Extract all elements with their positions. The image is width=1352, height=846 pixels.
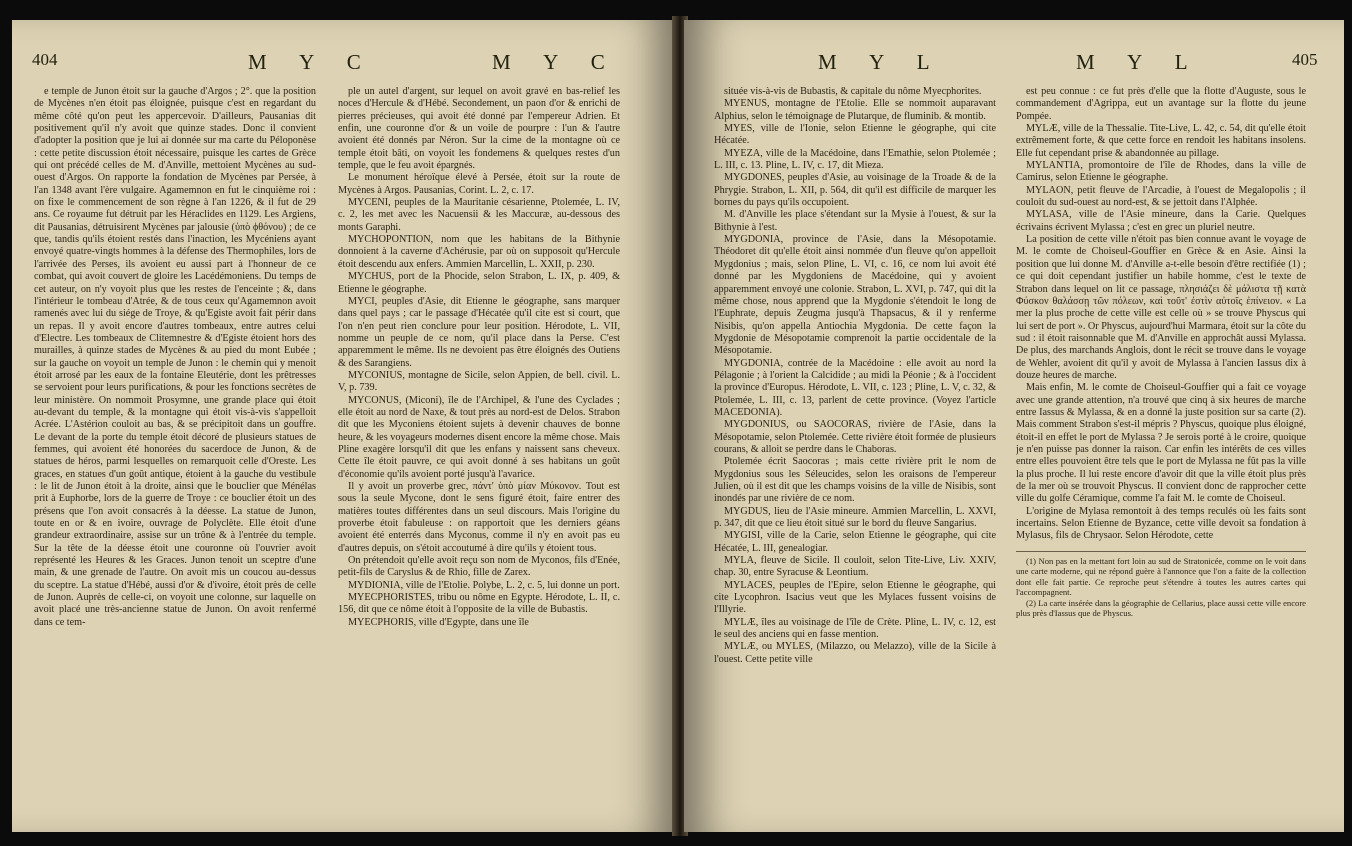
open-book [8,6,1346,840]
paragraph: MYLÆ, îles au voisinage de l'île de Crète. Pline, L. IV, c. 12, est le seul des anciens qui en fasse mention. [714,616,996,641]
paragraph: MYLASA, ville de l'Asie mineure, dans la Carie. Quelques écrivains écrivent Mylassa ; c'est en grec un pluriel neutre. [1016,209,1306,233]
paragraph: MYES, ville de l'Ionie, selon Etienne le géographe, qui cite Hécatée. [714,123,996,147]
paragraph: (1) Non pas en la mettant fort loin au sud de Stratonicée, comme on le voit dans une carte moderne, qui ne répond guère à l'annonce que l'on a faite de la collection dont elle fait partie. Ce reproche peut s'étendre à toutes les autres cartes qui l'accompagnent. [1016,555,1306,598]
paragraph: e temple de Junon étoit sur la gauche d'Argos ; 2°. que la position de Mycènes n'en étoit pas éloignée, puisque c'est en regardant du même côté qu'on peut les appercevoir. D'ailleurs, Pausanias dit positivement qu'il n'y avoit que quinze stades. Donc il convient d'adopter la position que je lui ai donnée sur ma carte du Péloponèse : cette petite discussion étoit nécessaire, puisque les cartes de Grèce qui ont précédé celles de M. d'Anville, mettoient Mycènes au sud-ouest d'Argos. On rapporte la fondation de Mycènes par Persée, à l'an 1348 avant l'ère vulgaire. Agamemnon en fut le cinquième roi : on fixe le commencement de son règne à l'an 1226, & il fut de 29 ans. Ce royaume fut détruit par les Héraclides en 1129. Les Argiens, dit Pausanias, détruisirent Mycènes par jalousie (ὑπὸ ϕθόνου) ; de ce que, tandis qu'ils étoient restés dans l'inaction, les Mycéniens ayant envoyé quatre-vingts hommes à la défense des Thermophiles, lors de l'arrivée des Perses, ils avoient eu aussi part à l'honneur de ce combat, qui avoit couvert de gloire les Lacédémoniens. Du temps de cet auteur, on n'y voyoit plus que les restes de l'enceinte ; &, dans l'intérieur le tombeau d'Atrée, & de tous ceux qu'Agamemnon avoit ramenés avec lui du siége de Troye, & qu'Egiste avoit fait périr dans un repas. Il y avoit encore d'autres tombeaux, entre autres celui d'Electre. Les tombeaux de Clitemnestre & d'Egiste étoient hors des murailles, à quinze stades de Mycènes & au pied du mont Eubée ; sur la gauche on voyoit un temple de Junon : le chemin qui y menoit étoit arrosé par les eaux de la fontaine Eleutérie, dont les prêtresses se servoient pour leurs purifications, & pour les fonctions secrètes de leur ministère. On nommoit Prosymne, une grande place qui étoit au-devant du temple, & la montagne qui étoit vis-à-vis s'appelloit Acrée. L'Astérion couloit au bas, & se précipitoit dans un gouffre. Le devant de la porte du temple étoit décoré de plusieurs statues de femmes, qui avoient été honorées du sacerdoce de Junon, & de statues de héros, parmi lesquelles on remarquoit celle d'Oreste. Les graces, en statues d'un goût antique, étoient à la gauche du vestibule : le lit de Junon étoit à la droite, ainsi que le bouclier que Ménélas prit à Euphorbe, lors de la guerre de Troye : ce bouclier étoit un des présens que l'on avoit consacrés à la déesse. La statue de Junon, toute en or & en ivoire, ouvrage de Polyclète. Elle étoit d'une grandeur extraordinaire, assise sur un trône & à l'entrée du temple. Sur la tête de la déesse étoit une couronne où l'ouvrier avoit représenté les Heures & les Graces. Junon tenoit un sceptre d'une main, & une grenade de l'autre. On avoit mis un coucou au-dessus du sceptre. La statue d'Hébé, aussi d'or & d'ivoire, étoit près de celle de Junon. Auprès de celle-ci, on voyoit une colonne, sur laquelle on avoit placé une très-ancienne statue de Junon. On avoit renfermé dans ce tem- [34,86,316,628]
paragraph: est peu connue : ce fut près d'elle que la flotte d'Auguste, sous le commandement d'Agrippa, eut un avantage sur la flotte du jeune Pompée. [1016,86,1306,122]
paragraph: MYCONUS, (Miconi), île de l'Archipel, & l'une des Cyclades ; elle étoit au nord de Naxe, & tout près au nord-est de Delos. Strabon dit que les Myconiens étoient sujets à devenir chauves de bonne heure, & les voyageurs modernes disent encore la même chose. Mais Pline exagère lorsqu'il dit que les enfans y naissent sans cheveux. Cette île étoit pauvre, ce qui avoit donné à ses habitans un goût d'économie qu'ils avoient porté jusqu'à l'avarice. [338,394,620,480]
paragraph: M. d'Anville les place s'étendant sur la Mysie à l'ouest, & sur la Bithynie à l'est. [714,209,996,233]
paragraph: Mais enfin, M. le comte de Choiseul-Gouffier qui a fait ce voyage avec une grande attention, n'a trouvé que cinq à six heures de marche entre Iassus & Mylassa, & en a donné la juste position sur sa carte (2). Mais comment Strabon s'est-il mépris ? Physcus, quoique plus éloigné, étoit-il en effet le port de Mylassa ? Je serois porté à le croire, quoique je n'en puisse pas donner la raison. Car enfin les intérêts de ces villes entre elles pouvoient être tels que le port de Mylassa ne fût pas la ville la plus proche. Il lui reste encore d'avoir dit que la ville étoit plus près de la mer où se trouvoit Physcus. Il convient donc de rapprocher cette ville du golfe Céramique, comme l'a fait M. le comte de Choiseul. [1016,382,1306,505]
paragraph: MYGDONES, peuples d'Asie, au voisinage de la Troade & de la Phrygie. Strabon, L. XII, p. 564, dit qu'il est difficile de marquer les bornes du pays qu'ils occupoient. [714,172,996,209]
paragraph: MYGDONIA, province de l'Asie, dans la Mésopotamie. Théodoret dit qu'elle étoit ainsi nommée d'un fleuve qu'on appelloit Mygdonius ; mais, selon Pline, L. VI, c. 16, ce nom lui avoit été donné par les Mygdoniens de Macédoine, qui y avoient apparemment envoyé une colonie. Strabon, L. XVI, p. 747, qui dit la même chose, nous apprend que la Mygdonie s'étendoit le long de l'Euphrate, depuis Zeugma jusqu'à Thapsacus, & il y renferme Nisibis, qu'on appella Antiochia Mygdonia. De cette façon la Mygdonie de Mésopotamie comprenoit la partie occidentale de la Mésopotamie. [714,234,996,357]
paragraph: MYLÆ, ou MYLES, (Milazzo, ou Melazzo), ville de la Sicile à l'ouest. Cette petite ville [714,641,996,665]
paragraph: MYLACES, peuples de l'Epire, selon Etienne le géographe, qui cite Lycophron. Isacius veut que les Mylaces fussent voisins de l'Illyrie. [714,579,996,616]
paragraph: MYCONIUS, montagne de Sicile, selon Appien, de bell. civil. L. V, p. 739. [338,369,620,394]
right-column-b [1016,86,1306,826]
paragraph: située vis-à-vis de Bubastis, & capitale du nôme Myecphorites. [724,86,982,97]
paragraph: MYLAON, petit fleuve de l'Arcadie, à l'ouest de Megalopolis ; il couloit du sud-ouest au nord-est, & se jettoit dans l'Alphée. [1016,184,1306,209]
paragraph: MYEZA, ville de la Macédoine, dans l'Emathie, selon Ptolemée ; L. III, c. 13. Pline, L. IV, c. 17, dit Mieza. [714,147,996,172]
page-number-right: 405 [1292,50,1318,69]
footnotes [1016,551,1306,619]
paragraph: MYDIONIA, ville de l'Etolie. Polybe, L. 2, c. 5, lui donne un port. [348,579,620,591]
paragraph: MYLANTIA, promontoire de l'île de Rhodes, dans la ville de Camirus, selon Etienne le géographe. [1016,160,1306,184]
page-number-left: 404 [32,50,58,69]
running-head-left-1: M Y C [248,50,375,74]
left-column-b [338,86,620,826]
paragraph: ple un autel d'argent, sur lequel on avoit gravé en bas-relief les noces d'Hercule & d'Hébé. Secondement, un paon d'or & enrichi de pierres précieuses, qui avoit été donné par l'empereur Adrien. Et enfin, une couronne d'or & un voile de pourpre : l'un & l'autre avoient été donnés par Néron. Sur la cime de la montagne où ce temple étoit bâti, on voyoit les fondemens & quelques restes d'un temple, que le feu avoit épargnés. [338,86,620,172]
paragraph: L'origine de Mylasa remontoit à des temps reculés où les faits sont incertains. Selon Etienne de Byzance, cette ville devoit sa fondation à Mylasus, fils de Chrysaor. Selon Hérodote, cette [1016,505,1306,542]
paragraph: MYGISI, ville de la Carie, selon Etienne le géographe, qui cite Hécatée, L. III, genealogiar. [714,530,996,554]
right-column-a [714,86,996,826]
paragraph: MYCHUS, port de la Phocide, selon Strabon, L. IX, p. 409, & Etienne le géographe. [338,271,620,295]
paragraph: Ptolemée écrit Saocoras ; mais cette rivière prit le nom de Mygdonius sous les Séleucides, selon les oraisons de l'empereur Julien, où il est dit que les champs voisins de la ville de Nisibis, sont inondés par une rivière de ce nom. [714,456,996,505]
running-head-left-2: M Y C [492,50,619,74]
paragraph: MYLA, fleuve de Sicile. Il couloit, selon Tite-Live, Liv. XXIV, chap. 30, entre Syracuse & Leontium. [714,555,996,579]
paragraph: Le monument héroïque élevé à Persée, étoit sur la route de Mycènes à Argos. Pausanias, Corint. L. 2, c. 17. [338,172,620,196]
paragraph: (2) La carte insérée dans la géographie de Cellarius, place aussi cette ville encore plus près d'Iassus que de Physcus. [1016,597,1306,619]
left-column-a [34,86,316,826]
paragraph: MYECPHORISTES, tribu ou nôme en Egypte. Hérodote, L. II, c. 156, dit que ce nôme étoit à l'opposite de la ville de Bubastis. [338,592,620,616]
paragraph: MYECPHORIS, ville d'Egypte, dans une île [348,616,529,628]
paragraph: MYCHOPONTION, nom que les habitans de la Bithynie donnoient à la caverne d'Achérusie, par où on supposoit qu'Hercule étoit descendu aux enfers. Ammien Marcellin, L. XXII, p. 230. [338,234,620,270]
paragraph: MYGDONIUS, ou SAOCORAS, rivière de l'Asie, dans la Mésopotamie, selon Ptolemée. Cette rivière étoit formée de plusieurs courans, & alloit se perdre dans le Chaboras. [714,419,996,455]
paragraph: MYLÆ, ville de la Thessalie. Tite-Live, L. 42, c. 54, dit qu'elle étoit extrêmement forte, & que cette force en rendoit les habitans insolens. Elle fut cependant prise & abandonnée au pillage. [1016,123,1306,159]
paragraph: MYGDONIA, contrée de la Macédoine : elle avoit au nord la Pélagonie ; à l'orient la Calcidide ; au midi la Péonie ; & à l'occident la province d'Europus. Hérodote, L. VII, c. 123 ; Pline, L. V, c. 32, & Ptolemée, L. III, c. 13, parlent de cette province. (Voyez l'article MACEDONIA). [714,357,996,418]
right-page [684,20,1344,832]
paragraph: On prétendoit qu'elle avoit reçu son nom de Myconos, fils d'Enée, petit-fils de Caryslus & de Rhio, fille de Zarex. [338,555,620,579]
paragraph: La position de cette ville n'étoit pas bien connue avant le voyage de M. le comte de Choiseul-Gouffier en Grèce & en Asie. Ainsi la position que lui donne M. d'Anville a-t-elle besoin d'être rectifiée (1) ; ce qui doit cependant justifier un habile homme, c'est le texte de Strabon dans lequel on lit ce passage, πλησιάζει δὲ μάλιστα τῇ κατὰ Φύσκον θαλάσσῃ τῶν πόλεων, καὶ τοῦτ' ἐστὶν αὐτοῖς ἐπίνειον. « La mer la plus proche de cette ville est celle où » se trouve Physcus qui lui sert de port ». Or Physcus, aujourd'hui Marmara, étoit sur la côte du sud : il étoit raisonnable que M. d'Anville en approchât aussi Mylassa. De plus, des marchands Anglois, dont le récit se trouve dans le voyage de Wehler, avoient dit qu'il y avoit de Mylassa à l'ancien Iassus dix à douze heures de marche. [1016,234,1306,381]
paragraph: MYGDUS, lieu de l'Asie mineure. Ammien Marcellin, L. XXVI, p. 347, dit que ce lieu étoit situé sur le bord du fleuve Sangarius. [714,505,996,530]
paragraph: Il y avoit un proverbe grec, πάντ' ὑπὸ μίαν Μύκονον. Tout est sous la seule Mycone, dont le sens figuré étoit, faire entrer des matières toutes différentes dans un seul discours. Mais l'origine du proverbe étoit fabuleuse : on rapportoit que les derniers géans avoient été enterrés dans Myconus, comme il n'y en avoit pas eu d'autres depuis, on s'étoit accoutumé à dire qu'ils y étoient tous. [338,481,620,554]
running-head-right-1: M Y L [818,50,944,74]
left-page [12,20,676,832]
paragraph: MYCI, peuples d'Asie, dit Etienne le géographe, sans marquer dans quel pays ; car le passage d'Hécatée qu'il cite est si court, que l'on n'en peut rien conclure pour leur position. Hérodote, L. VII, nomme un peuple de ce nom, qu'il place dans la Perse. C'est apparemment le même. Ils ne devoient pas être éloignés des Outiens & des Sarangiens. [338,295,620,369]
running-head-right-2: M Y L [1076,50,1202,74]
paragraph: MYENUS, montagne de l'Etolie. Elle se nommoit auparavant Alphius, selon le témoignage de Plutarque, de fluminib. & montib. [714,98,996,122]
paragraph: MYCENI, peuples de la Mauritanie césarienne, Ptolemée, L. IV, c. 2, les met avec les Nacuensii & les Maccuræ, au-dessous des monts Garaphi. [338,197,620,233]
